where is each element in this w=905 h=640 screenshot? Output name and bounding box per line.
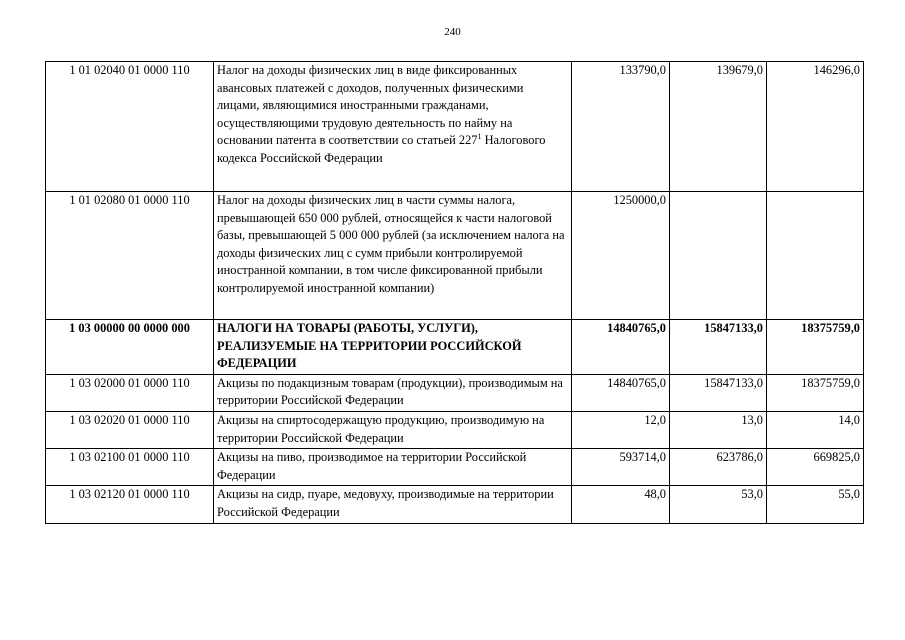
value-year-2 [670,192,767,320]
revenue-code: 1 03 02100 01 0000 110 [46,449,214,486]
table-row [46,62,864,192]
description-text-tail: Налогового кодекса Российской Федерации [217,133,546,165]
value-year-2: 139679,0 [670,62,767,192]
page-number: 240 [444,26,461,38]
value-year-2: 15847133,0 [670,320,767,375]
budget-revenue-table [45,61,864,524]
value-year-3: 55,0 [767,486,864,523]
table-row [46,411,864,448]
revenue-description: Налог на доходы физических лиц в части суммы налога, превышающей 650 000 рублей, относящейся к части налоговой базы, превышающей 5 000 000 рублей (за исключением налога на доходы физических лиц с сумм прибыли контролируемой иностранной компании, в том числе фиксированной прибыли контролируемой иностранной компании) [214,192,572,320]
value-year-3: 146296,0 [767,62,864,192]
revenue-description: Акцизы на пиво, производимое на территории Российской Федерации [214,449,572,486]
footnote-superscript: 1 [477,132,482,142]
revenue-code: 1 03 02120 01 0000 110 [46,486,214,523]
table-row [46,192,864,320]
value-year-3 [767,192,864,320]
value-year-3: 18375759,0 [767,374,864,411]
value-year-3: 18375759,0 [767,320,864,375]
value-year-2: 15847133,0 [670,374,767,411]
value-year-1: 14840765,0 [572,374,670,411]
table-row [46,449,864,486]
revenue-code: 1 03 00000 00 0000 000 [46,320,214,375]
value-year-1: 14840765,0 [572,320,670,375]
table-row [46,374,864,411]
value-year-3: 14,0 [767,411,864,448]
revenue-code: 1 01 02080 01 0000 110 [46,192,214,320]
value-year-2: 53,0 [670,486,767,523]
description-text: Налог на доходы физических лиц в виде фиксированных авансовых платежей с доходов, полученных физическими лицами, являющимися иностранными гражданами, осуществляющими трудовую деятельность по найму на основании патента в соответствии со статьей 227 [217,63,524,148]
revenue-code: 1 03 02020 01 0000 110 [46,411,214,448]
value-year-1: 593714,0 [572,449,670,486]
value-year-1: 12,0 [572,411,670,448]
value-year-1: 1250000,0 [572,192,670,320]
revenue-description: Акцизы на сидр, пуаре, медовуху, производимые на территории Российской Федерации [214,486,572,523]
revenue-description: Акцизы по подакцизным товарам (продукции), производимым на территории Российской Федерации [214,374,572,411]
revenue-description: НАЛОГИ НА ТОВАРЫ (РАБОТЫ, УСЛУГИ), РЕАЛИЗУЕМЫЕ НА ТЕРРИТОРИИ РОССИЙСКОЙ ФЕДЕРАЦИИ [214,320,572,375]
revenue-code: 1 01 02040 01 0000 110 [46,62,214,192]
value-year-1: 48,0 [572,486,670,523]
value-year-2: 13,0 [670,411,767,448]
revenue-description [214,62,572,192]
revenue-code: 1 03 02000 01 0000 110 [46,374,214,411]
revenue-description: Акцизы на спиртосодержащую продукцию, производимую на территории Российской Федерации [214,411,572,448]
value-year-3: 669825,0 [767,449,864,486]
value-year-2: 623786,0 [670,449,767,486]
table-row [46,486,864,523]
table-row-section-total [46,320,864,375]
value-year-1: 133790,0 [572,62,670,192]
